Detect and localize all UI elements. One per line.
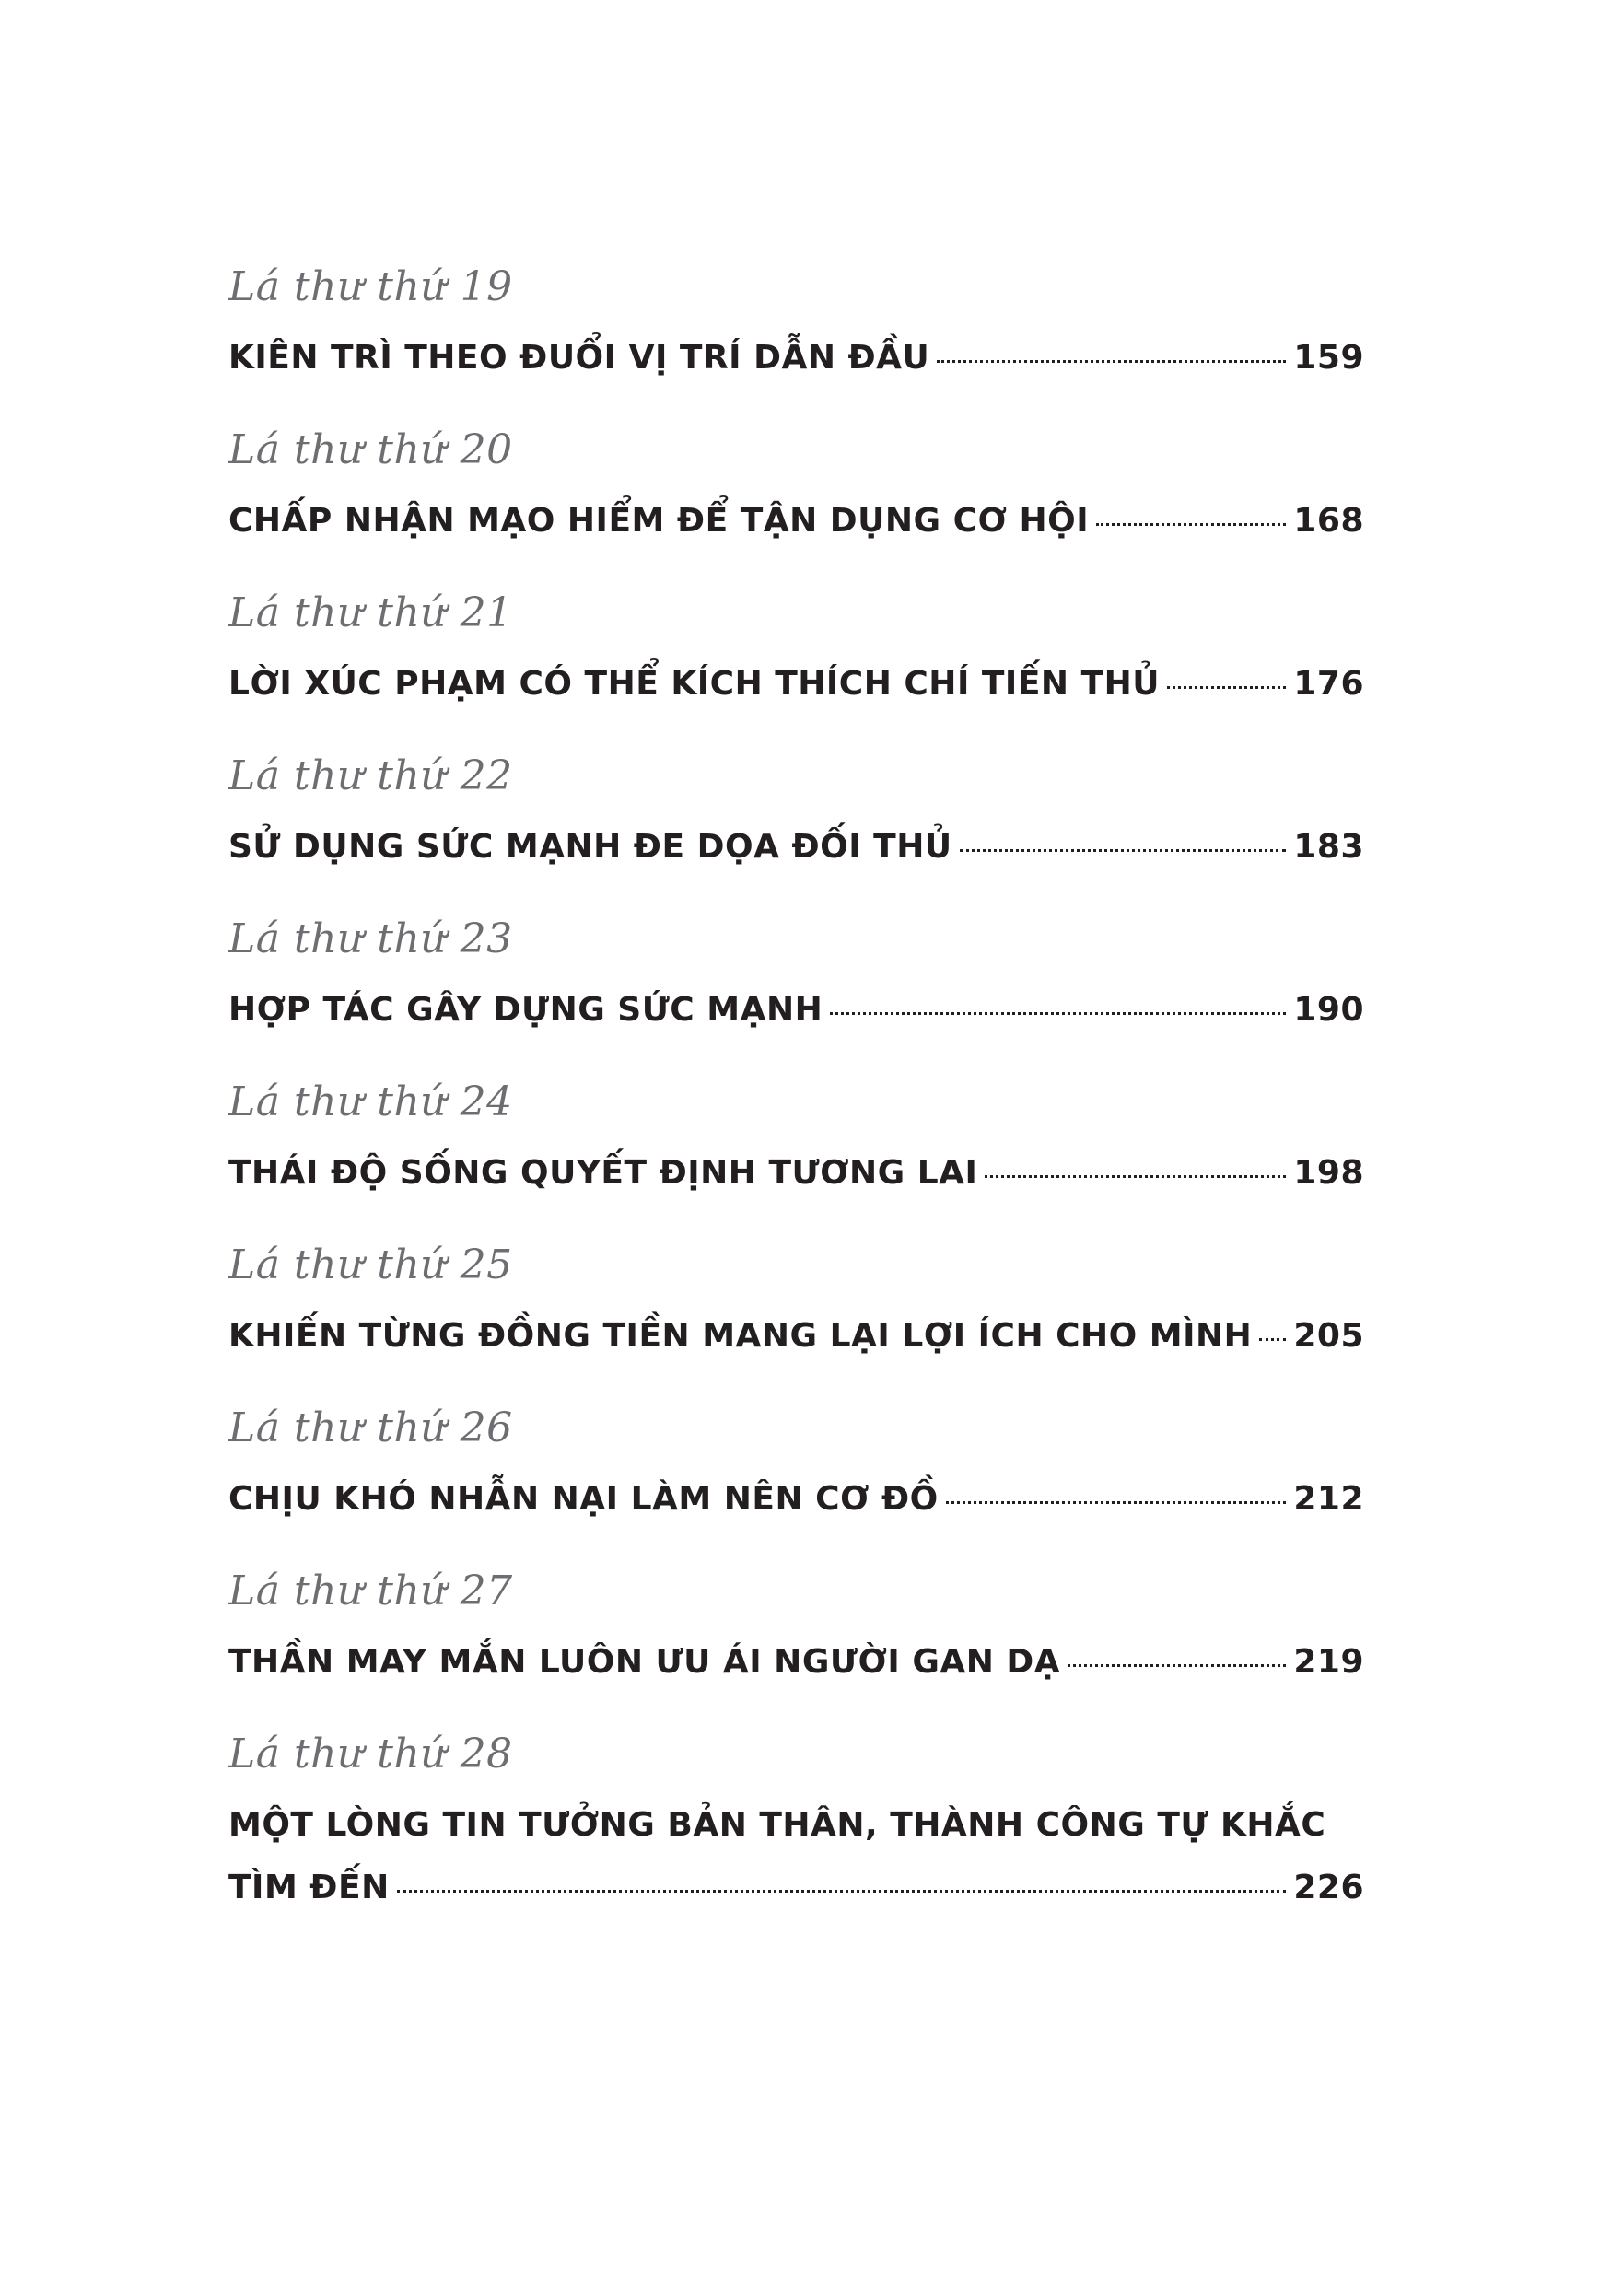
- chapter-title: KIÊN TRÌ THEO ĐUỔI VỊ TRÍ DẪN ĐẦU: [228, 339, 930, 377]
- letter-number: Lá thư thứ 26: [228, 1404, 513, 1451]
- dot-leader: [946, 1501, 1287, 1504]
- letter-number: Lá thư thứ 23: [228, 915, 513, 962]
- toc-link[interactable]: [228, 1865, 1364, 1911]
- toc-link[interactable]: [228, 1313, 1364, 1359]
- chapter-title-line-2: TÌM ĐẾN: [228, 1869, 390, 1906]
- dot-leader: [1259, 1338, 1286, 1341]
- chapter-title: CHỊU KHÓ NHẪN NẠI LÀM NÊN CƠ ĐỒ: [228, 1480, 939, 1518]
- toc-entry: [228, 1075, 1364, 1238]
- page-number: 226: [1293, 1869, 1364, 1906]
- toc-entry: [228, 912, 1364, 1075]
- page-number: 176: [1293, 665, 1364, 703]
- toc-link[interactable]: [228, 987, 1364, 1033]
- toc-entry: [228, 1238, 1364, 1401]
- dot-leader: [397, 1890, 1287, 1893]
- dot-leader: [1096, 523, 1286, 526]
- page-number: 198: [1293, 1154, 1364, 1192]
- chapter-title: THÁI ĐỘ SỐNG QUYẾT ĐỊNH TƯƠNG LAI: [228, 1154, 978, 1192]
- letter-number: Lá thư thứ 28: [228, 1731, 513, 1777]
- toc-link[interactable]: [228, 335, 1364, 381]
- chapter-title: THẦN MAY MẮN LUÔN ƯU ÁI NGƯỜI GAN DẠ: [228, 1643, 1061, 1681]
- toc-entry: [228, 423, 1364, 586]
- page-number: 205: [1293, 1317, 1364, 1355]
- table-of-contents: [228, 260, 1364, 1906]
- toc-entry: [228, 1727, 1364, 1906]
- chapter-title-line-1[interactable]: MỘT LÒNG TIN TƯỞNG BẢN THÂN, THÀNH CÔNG TỰ KHẮC: [228, 1806, 1326, 1844]
- letter-number: Lá thư thứ 21: [228, 589, 513, 636]
- letter-number: Lá thư thứ 20: [228, 426, 513, 473]
- toc-link[interactable]: [228, 661, 1364, 707]
- toc-link[interactable]: [228, 1639, 1364, 1685]
- page-number: 219: [1293, 1643, 1364, 1681]
- toc-entry: [228, 586, 1364, 749]
- dot-leader: [937, 360, 1286, 363]
- toc-link[interactable]: [228, 498, 1364, 544]
- chapter-title: HỢP TÁC GÂY DỰNG SỨC MẠNH: [228, 991, 823, 1029]
- letter-number: Lá thư thứ 19: [228, 263, 513, 310]
- toc-link[interactable]: [228, 824, 1364, 870]
- chapter-title: LỜI XÚC PHẠM CÓ THỂ KÍCH THÍCH CHÍ TIẾN THỦ: [228, 665, 1160, 703]
- page-number: 190: [1293, 991, 1364, 1029]
- dot-leader: [1068, 1664, 1286, 1667]
- chapter-title: SỬ DỤNG SỨC MẠNH ĐE DỌA ĐỐI THỦ: [228, 828, 952, 866]
- page-number: 212: [1293, 1480, 1364, 1518]
- dot-leader: [1167, 686, 1286, 689]
- chapter-title: CHẤP NHẬN MẠO HIỂM ĐỂ TẬN DỤNG CƠ HỘI: [228, 502, 1090, 540]
- dot-leader: [985, 1175, 1286, 1178]
- page-number: 183: [1293, 828, 1364, 866]
- toc-entry: [228, 1564, 1364, 1727]
- dot-leader: [830, 1012, 1286, 1015]
- letter-number: Lá thư thứ 27: [228, 1568, 513, 1614]
- dot-leader: [960, 849, 1287, 852]
- page-number: 159: [1293, 339, 1364, 377]
- chapter-title: KHIẾN TỪNG ĐỒNG TIỀN MANG LẠI LỢI ÍCH CHO MÌNH: [228, 1317, 1253, 1355]
- letter-number: Lá thư thứ 25: [228, 1241, 513, 1288]
- toc-link[interactable]: [228, 1150, 1364, 1196]
- toc-entry: [228, 749, 1364, 912]
- toc-entry: [228, 260, 1364, 423]
- letter-number: Lá thư thứ 22: [228, 752, 513, 799]
- toc-link[interactable]: [228, 1476, 1364, 1522]
- letter-number: Lá thư thứ 24: [228, 1078, 513, 1125]
- toc-entry: [228, 1401, 1364, 1564]
- page-number: 168: [1293, 502, 1364, 540]
